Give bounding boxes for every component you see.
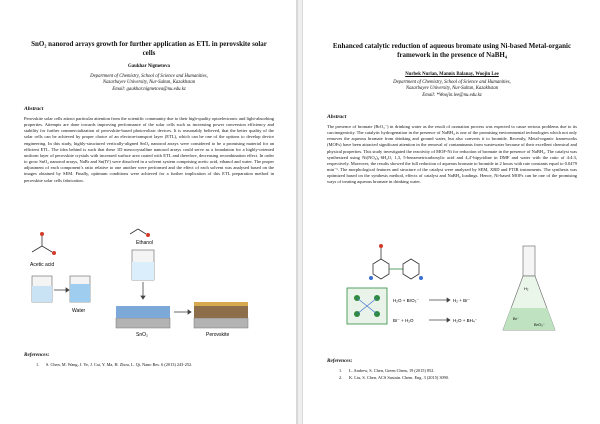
water-label: Water: [72, 308, 86, 314]
left-figure-schematic: [24, 222, 274, 340]
left-affiliation-line-3: Email: gaukhar.nigmetova@nu.edu.kz: [112, 86, 186, 92]
left-abstract-heading: Abstract: [24, 106, 44, 112]
acetic-acid-molecule: [32, 232, 56, 255]
flask-br-label: Br⁻: [513, 316, 520, 321]
right-reference-1-text: L. Andrew, S. Chen, Green Chem, 19 (2015) 852.: [349, 368, 435, 373]
mof-linker-structure: [369, 244, 423, 280]
left-page: [0, 0, 298, 424]
right-abstract-text: The presence of bromate (BrO₃⁻) in drinking water as the result of ozonation process was expected to cause serious problems due to its carcinogenicity. The catalytic hydrogenation in the presence of NaBH₄ is one of the promising environmental technologies which not only removes the aqueous bromate from drinking and ground water, but also converts it to bromide. Recently, Metal-organic frameworks (MOFs) have been attracted significant attention in the removal of contaminants from wastewater because of their excellent chemical and physical properties. This study investigated the reactivity of MOF-Ni for reduction of bromate in the presence of NaBH₄. The catalyst was synthesized using Ni(NO₃)₂·6H₂O, 1,3, 5-benzenetricarboxylic acid and 4,4′-bipyridine in DMF and water with the ratio of 4:4:3, respectively. Moreover, the results showed the full reduction of aqueous bromate to bromide in 2 hours with rate constants equal to 0.0479 min⁻¹. The morphological features and structure of the catalyst were analyzed by SEM, XRD and FTIR instruments. The synthesis was optimized based on the synthesis method, effects of catalyst and NaBH₄ loadings. Hence, Ni-based MOFs can be one of the promising ways of treating aqueous bromate in drinking water.: [327, 124, 577, 185]
left-reference-1-text: S. Chen, M. Wang, J. Ye, J. Cai, Y. Ma, H. Zhou, L. Qi, Nano Res. 6 (2013) 243-252.: [46, 362, 193, 367]
right-reference-2-number: 2.: [339, 374, 343, 380]
reaction-h2o-bro3: H₂O + BrO₃⁻: [393, 298, 419, 303]
reaction-h2o-bh4: H₂O + BH₄⁻: [453, 318, 478, 323]
mof-ni-crystal: [347, 288, 387, 324]
reaction-br-h2o: Br⁻ + H₂O: [393, 318, 414, 323]
left-affiliation-line-1: Department of Chemistry, School of Science and Humanities,: [90, 74, 208, 79]
right-abstract-heading: Abstract: [327, 114, 347, 120]
flask-h2-label: H₂: [524, 286, 529, 291]
left-affiliation: [24, 74, 274, 93]
right-reference-1: [339, 368, 569, 375]
right-reference-2-text: K. Liu, S. Chen, ACS Sustain. Chem. Eng. 3 (2015) 3090.: [349, 374, 450, 380]
right-figure-schematic: [333, 238, 573, 346]
beaker-water: [70, 276, 90, 302]
right-authors: Nurbek Nurlan, Mannix Balanay, Woojin Lee: [405, 72, 499, 77]
left-references-heading: References:: [24, 352, 50, 358]
left-reference-1-number: 1.: [36, 362, 40, 367]
right-references-heading: References:: [327, 358, 353, 364]
sno2-nanorod-substrate: [116, 306, 170, 328]
left-reference-1: [36, 362, 266, 369]
right-affiliation-line-1: Department of Chemistry, School of Science and Humanities,: [393, 80, 511, 85]
perovskite-label: Perovskite: [206, 332, 230, 338]
beaker-ethanol: [132, 250, 154, 280]
right-affiliation: [327, 80, 577, 99]
right-references-list: [339, 368, 569, 381]
sno2-label: SnO₂: [136, 332, 148, 338]
flask-bro3-label: BrO₃⁻: [534, 322, 545, 327]
right-reference-2: [339, 375, 569, 382]
ethanol-label: Ethanol: [136, 240, 153, 246]
left-affiliation-line-2: Nazarbayev University, Nur-Sultan, Kazakhstan: [102, 80, 196, 86]
right-page: [302, 0, 600, 424]
left-references-list: [36, 362, 266, 369]
left-author: Gaukhar Nigmetova: [128, 64, 170, 69]
left-paper-title: SnO₂ nanorod arrays growth for further application as ETL in perovskite solar cells: [31, 40, 267, 57]
beaker-acetic-acid: [32, 276, 52, 302]
right-affiliation-line-3: Email: *Woojin.lee@nu.edu.kz: [422, 92, 482, 98]
acetic-acid-label: Acetic acid: [30, 262, 55, 268]
reaction-arrows: [429, 298, 450, 322]
reaction-flask: [503, 246, 555, 330]
reaction-h2-br: H₂ + Br⁻: [453, 298, 471, 303]
ethanol-molecule: [130, 229, 150, 237]
right-affiliation-line-2: Nazarbayev University, Nur-Sultan, Kazakhstan: [405, 86, 499, 92]
perovskite-layer: [194, 302, 248, 328]
right-reference-1-number: 1.: [339, 368, 343, 373]
left-abstract-text: Perovskite solar cells attract particular attention from the scientific community due to their high-quality optoelectronic and light-absorbing properties. Attempts are done towards improving performance of the solar cells such as increasing power conversion efficiency and stability for further commercialization of perovskite-based photovoltaic devices. It is reasonably believed, that the better quality of the solar cells can be achieved by proper choice of an electron-transport layer (ETL), which can be one of the options to develop device engineering. In this study, highly-structured vertically-aligned SnO₂ nanorod arrays were considered to be a promising material for an efficient ETL. The idea behind is such that these 1D mesocrystalline nanorod arrays could serve as a foundation for a highly-oriented uniform layer of perovskite crystals with increased surface area coated with ETL and therefore, decreasing recombination effect. In order to grow SnO₂ nanorod arrays, NaBr and Sn(IV) were dissolved in a solvent system comprising acetic acid, ethanol and water. The proper adjustment of each component’s ratio relative to one another were performed and the effect of each solvent was analysed based on the images obtained by SEM. Finally, optimum conditions were achieved for a further implication of this ETL preparation method in perovskite solar cells fabrication.: [24, 116, 274, 183]
right-paper-title: Enhanced catalytic reduction of aqueous bromate using Ni-based Metal-organic framework in the presence of NaBH₄: [332, 42, 572, 59]
